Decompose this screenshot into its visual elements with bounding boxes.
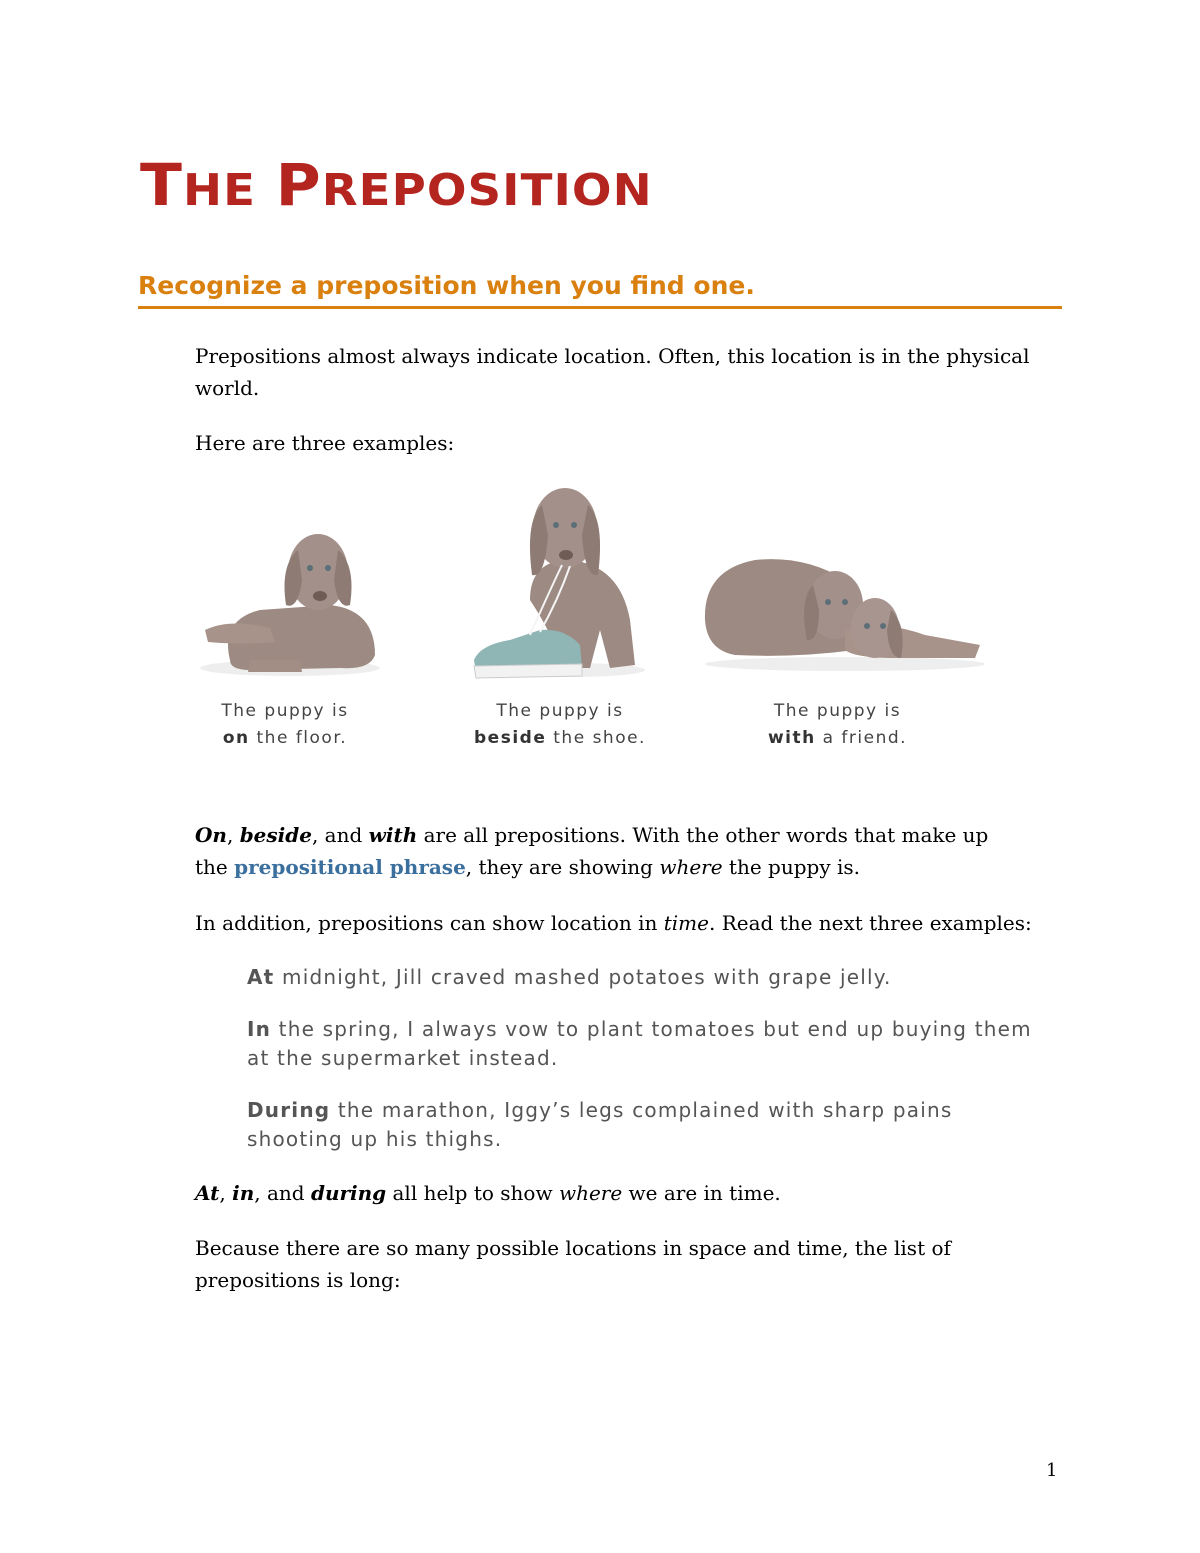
example-sentence-at	[247, 963, 1057, 992]
caption-line	[195, 725, 375, 752]
title-initial-1: T	[140, 151, 184, 219]
preposition-word: with	[767, 728, 816, 748]
text-fragment: , and	[254, 1181, 311, 1205]
example-sentence-during	[247, 1096, 987, 1154]
example-text: the marathon, Iggy’s legs complained with sharp pains shooting up his thighs.	[247, 1098, 953, 1151]
text-fragment: all help to show	[386, 1181, 559, 1205]
summary-paragraph-time	[195, 1177, 1035, 1209]
time-intro-paragraph	[195, 907, 1055, 939]
text-fragment: the puppy is.	[722, 855, 861, 879]
caption-line	[465, 725, 655, 752]
title-rest-2: REPOSITION	[321, 165, 653, 216]
emphasis-in: in	[232, 1181, 255, 1205]
emphasis-on: On	[195, 823, 227, 847]
example-preposition: In	[247, 1017, 272, 1041]
example-text: midnight, Jill craved mashed potatoes with grape jelly.	[274, 965, 892, 989]
caption-line: The puppy is	[773, 701, 902, 721]
caption-line: The puppy is	[496, 701, 624, 721]
preposition-word: beside	[474, 728, 547, 748]
emphasis-time: time	[663, 911, 709, 935]
text-fragment: ,	[219, 1181, 233, 1205]
page-title	[140, 150, 653, 226]
closing-paragraph: Because there are so many possible locations in space and time, the list of prepositions is long:	[195, 1236, 951, 1292]
puppy-on-floor-image	[190, 510, 390, 690]
emphasis-beside: beside	[239, 823, 312, 847]
caption-rest: a friend.	[815, 728, 908, 748]
puppy-beside-shoe-image	[470, 480, 650, 685]
section-heading: Recognize a preposition when you find one.	[138, 268, 1062, 309]
text-fragment: . Read the next three examples:	[708, 911, 1032, 935]
emphasis-during: during	[310, 1181, 387, 1205]
example-sentence-in	[247, 1015, 1057, 1073]
caption-rest: the shoe.	[546, 728, 646, 748]
text-fragment: are all prepositions. With the other words that make up the	[195, 823, 989, 879]
title-rest-1: HE	[183, 165, 257, 216]
text-fragment: , they are showing	[465, 855, 660, 879]
caption-line	[745, 725, 930, 752]
emphasis-at: At	[195, 1181, 220, 1205]
caption-rest: the floor.	[249, 728, 348, 748]
intro-paragraph: Prepositions almost always indicate location. Often, this location is in the physical world.	[195, 344, 1030, 400]
example-preposition: At	[247, 965, 275, 989]
text-fragment: In addition, prepositions can show location in	[195, 911, 664, 935]
caption-with	[745, 698, 930, 752]
caption-on	[195, 698, 375, 752]
emphasis-where: where	[659, 855, 723, 879]
caption-beside	[465, 698, 655, 752]
puppy-with-friend-image	[695, 540, 985, 675]
preposition-word: on	[222, 728, 250, 748]
examples-intro: Here are three examples:	[195, 431, 455, 455]
example-text: the spring, I always vow to plant tomatoes but end up buying them at the supermarket instead.	[247, 1017, 1032, 1070]
summary-paragraph-space	[195, 819, 1025, 883]
page-number: 1	[1046, 1460, 1058, 1481]
text-fragment: ,	[226, 823, 240, 847]
emphasis-with: with	[368, 823, 418, 847]
caption-line: The puppy is	[221, 701, 349, 721]
example-preposition: During	[247, 1098, 331, 1122]
text-fragment: we are in time.	[622, 1181, 781, 1205]
prepositional-phrase-link[interactable]: prepositional phrase	[234, 855, 466, 879]
title-initial-2: P	[275, 151, 322, 219]
emphasis-where: where	[558, 1181, 623, 1205]
text-fragment: , and	[311, 823, 369, 847]
